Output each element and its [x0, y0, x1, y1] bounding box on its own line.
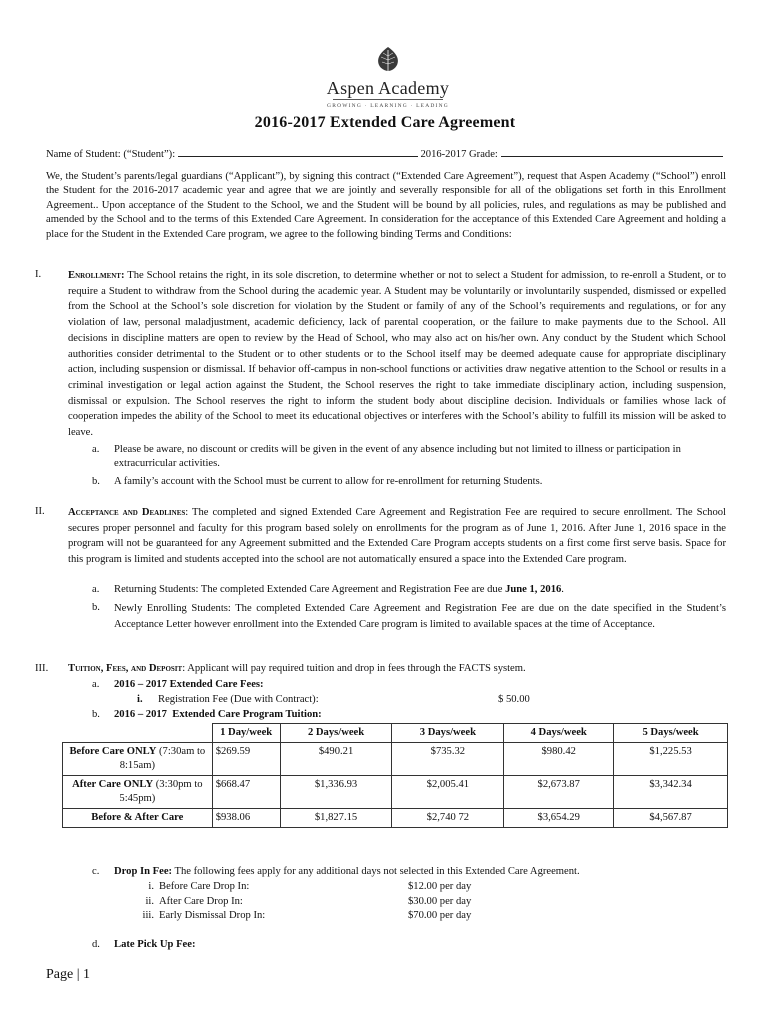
section-3-b-label: b.: [92, 709, 100, 720]
student-name-field[interactable]: [178, 146, 418, 157]
drop-in-price: $70.00 per day: [408, 910, 472, 921]
section-2-item-b-label: b.: [92, 602, 100, 613]
section-3-heading: Tuition, Fees, and Deposit: [68, 663, 183, 674]
drop-in-price: $12.00 per day: [408, 881, 472, 892]
row-label: [63, 743, 213, 776]
grade-label: 2016-2017 Grade:: [420, 149, 498, 160]
section-2-item-a-date: June 1, 2016: [505, 584, 562, 595]
table-cell: $668.47: [212, 776, 280, 809]
school-name-part1: Aspen: [326, 78, 375, 98]
table-row: [63, 776, 728, 809]
section-1-heading: Enrollment:: [68, 270, 125, 281]
drop-in-text: The following fees apply for any additional days not selected in this Extended Care Agreement.: [172, 866, 580, 877]
section-1-item-b-label: b.: [92, 476, 100, 487]
table-cell: $269.59: [212, 743, 280, 776]
section-3-body: [68, 662, 726, 676]
drop-in-num: iii.: [142, 910, 154, 921]
drop-in-num: i.: [148, 881, 154, 892]
page-number: Page | 1: [46, 967, 91, 982]
tuition-header-cell: 3 Days/week: [392, 724, 504, 743]
section-3-d-label: d.: [92, 939, 100, 950]
section-3-number: III.: [35, 663, 49, 674]
tuition-table: [62, 723, 728, 828]
section-1-item-a-text: Please be aware, no discount or credits will be given in the event of any absence including but not limited to illness or participation in extracurricular activities.: [114, 444, 681, 470]
tuition-header-cell: 2 Days/week: [280, 724, 392, 743]
tuition-header-blank: [63, 724, 213, 743]
school-tagline: GROWING · LEARNING · LEADING: [327, 103, 449, 109]
table-cell: $938.06: [212, 809, 280, 828]
tuition-header-cell: 1 Day/week: [212, 724, 280, 743]
section-2-item-a-label: a.: [92, 584, 100, 595]
registration-fee-number: i.: [137, 694, 143, 705]
tuition-header-row: [63, 724, 728, 743]
section-2-item-a: [114, 583, 726, 597]
section-3-c: [114, 865, 726, 879]
row-label: [63, 809, 213, 828]
section-2-item-a-text: Returning Students: The completed Extended Care Agreement and Registration Fee are due: [114, 584, 506, 595]
row-label-bold: Before & After Care: [91, 812, 184, 823]
drop-in-label: After Care Drop In:: [159, 896, 243, 907]
tuition-header-cell: 5 Days/week: [614, 724, 728, 743]
section-3-c-label: c.: [92, 866, 100, 877]
table-cell: $490.21: [280, 743, 392, 776]
table-cell: $1,336.93: [280, 776, 392, 809]
table-cell: $2,740 72: [392, 809, 504, 828]
school-name-part2: Academy: [378, 78, 450, 98]
table-cell: $1,225.53: [614, 743, 728, 776]
drop-in-price: $30.00 per day: [408, 896, 472, 907]
table-cell: $735.32: [392, 743, 504, 776]
row-label-bold: After Care ONLY: [72, 779, 154, 790]
intro-paragraph: We, the Student’s parents/legal guardians (“Applicant”), by signing this contract (“Extended Care Agreement”), request that Aspen Academy (“School”) enroll the Student for the 2016-2017 academic year and agree that we are jointly and severally responsible for all of the obligations set forth in this Enrollment Agreement.. Upon acceptance of the Student to the School, we and the Student will be bound by all policies, rules, and regulations as may be published and amended by the School and to the terms of this Extended Care Agreement. In consideration for the acceptance of this Extended Care Agreement and holding a place for the Student in the Extended Care program, we agree to the following binding Terms and Conditions:: [46, 171, 726, 240]
row-label: [63, 776, 213, 809]
section-3-a-text: 2016 – 2017 Extended Care Fees:: [114, 679, 264, 690]
registration-fee-label: Registration Fee (Due with Contract):: [158, 694, 319, 705]
row-label-bold: Before Care ONLY: [69, 746, 157, 757]
table-cell: $2,005.41: [392, 776, 504, 809]
table-cell: $2,673.87: [504, 776, 614, 809]
section-2-heading: Acceptance and Deadlines: [68, 507, 186, 518]
table-cell: $3,654.29: [504, 809, 614, 828]
table-cell: $3,342.34: [614, 776, 728, 809]
section-1-body: [68, 268, 726, 441]
section-2-text: : The completed and signed Extended Care Agreement and Registration Fee are required to secure enrollment. The School secures proper personnel and faculty for this program based solely on enrollments for the program as of June 1, 2016. After June 1, 2016 space in the program will not be guaranteed for any Agreement submitted and the Extended Care Program accepts students on a first come first serve basis. Space for this program is limited and students accepted into the school are not automatically ensured a space into the Extended Care program.: [68, 507, 726, 565]
section-1-number: I.: [35, 269, 42, 280]
table-row: [63, 743, 728, 776]
table-cell: $980.42: [504, 743, 614, 776]
registration-fee-amount: $ 50.00: [498, 694, 530, 705]
drop-in-num: ii.: [145, 896, 154, 907]
page-title: 2016-2017 Extended Care Agreement: [254, 114, 516, 131]
table-row: [63, 809, 728, 828]
name-line: [46, 146, 730, 162]
table-cell: $4,567.87: [614, 809, 728, 828]
school-logo: [318, 46, 458, 111]
drop-in-label: Early Dismissal Drop In:: [159, 910, 266, 921]
school-name: [318, 78, 458, 98]
tuition-header-cell: 4 Days/week: [504, 724, 614, 743]
section-3-b-text: 2016 – 2017 Extended Care Program Tuition:: [114, 709, 322, 720]
grade-field[interactable]: [501, 146, 723, 157]
row-label-time: (7:30am to 8:15am): [119, 746, 206, 771]
section-2-item-b-text: Newly Enrolling Students: The completed Extended Care Agreement and Registration Fee are due on the date specified in the Student’s Acceptance Letter however enrollment into the Extended Care program is limited to available spaces at the time of Acceptance.: [114, 603, 726, 630]
section-1-text: The School retains the right, in its sole discretion, to determine whether or not to select a Student for admission, to re-enroll a Student, or to require a Student to withdraw from the School during the academic year. A Student may be voluntarily or involuntarily suspended, dismissed or expelled from the School at the School’s sole discretion for violation by the Student or family of any of the School’s requirements and regulations, or for any violation of law, personal maladjustment, academic deficiency, lack of parental cooperation, or the failure to make payments due to the School. All decisions in discipline matters are open to review by the Head of School, who may also act on his/her own. Any conduct by the Student which School authorities consider detrimental to the Student or to other students or to the School itself may be deemed adequate cause for appropriate disciplinary action, including suspension or dismissal. If behavior off-campus in non-school functions or activities draw negative attention to the School or results in a criminal investigation or legal action against the Student, the School reserves the right to take immediate disciplinary action, including suspension, dismissal or expulsion. The School reserves the right to inform the student body about discipline decision. Individuals or families whose lack of cooperation impedes the ability of the School to meet its educational objectives or interferes with the School’s ability to fulfill its mission will be asked to leave.: [68, 270, 726, 439]
section-3-a-label: a.: [92, 679, 100, 690]
section-2-item-a-after: .: [561, 584, 564, 595]
section-2-body: [68, 505, 726, 567]
drop-in-label: Before Care Drop In:: [159, 881, 250, 892]
row-label-time: (3:30pm to 5:45pm): [119, 779, 203, 804]
aspen-leaf-icon: [375, 46, 401, 76]
drop-in-title: Drop In Fee:: [114, 866, 173, 877]
section-1-item-b-text: A family’s account with the School must be current to allow for re-enrollment for returning Students.: [114, 476, 543, 487]
table-cell: $1,827.15: [280, 809, 392, 828]
section-3-text: : Applicant will pay required tuition and drop in fees through the FACTS system.: [182, 663, 526, 674]
student-name-label: Name of Student: (“Student”):: [46, 149, 176, 160]
late-pickup-title: Late Pick Up Fee:: [114, 939, 196, 950]
section-1-item-a-label: a.: [92, 444, 100, 455]
section-2-number: II.: [35, 506, 45, 517]
